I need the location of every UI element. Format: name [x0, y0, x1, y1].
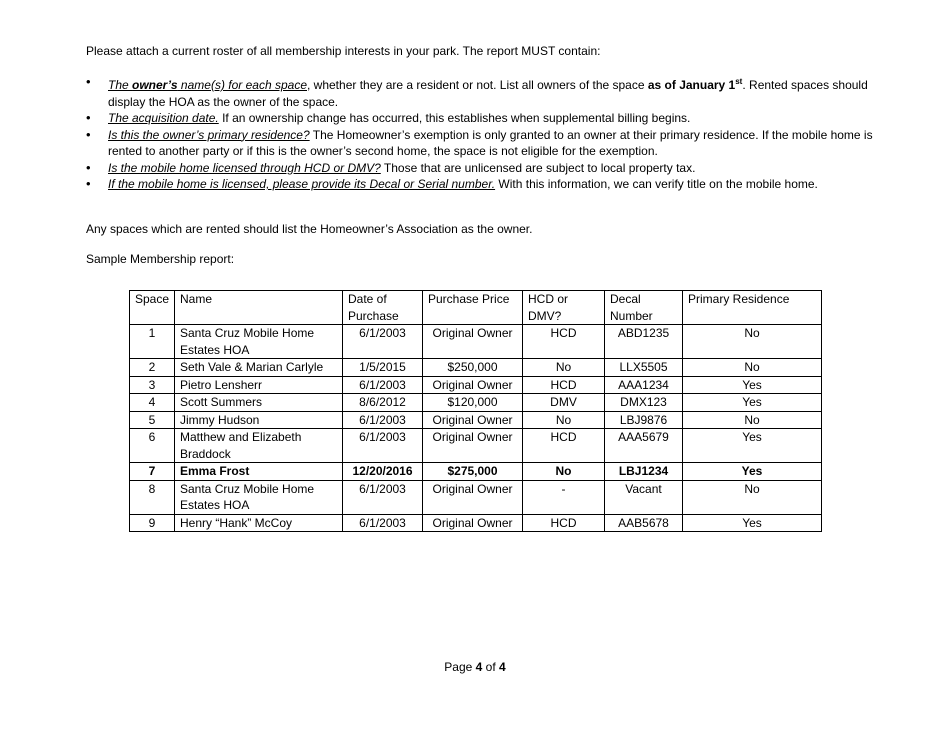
table-row [130, 359, 822, 377]
header-primary: Primary Residence [683, 291, 822, 325]
list-item: • The acquisition date. If an ownership change has occurred, this establishes when supplemental billing begins. [86, 110, 876, 127]
table-row [130, 394, 822, 412]
table-cell: Jimmy Hudson [175, 411, 343, 429]
table-cell: 6/1/2003 [343, 376, 423, 394]
table-cell: Yes [683, 514, 822, 532]
table-cell: 6 [130, 429, 175, 463]
table-header-row [130, 291, 822, 325]
table-cell: No [523, 463, 605, 481]
table-cell: - [523, 480, 605, 514]
table-cell: 6/1/2003 [343, 411, 423, 429]
table-cell: 7 [130, 463, 175, 481]
header-space: Space [130, 291, 175, 325]
header-hcd-dmv: HCD or DMV? [523, 291, 605, 325]
table-cell: 5 [130, 411, 175, 429]
bullet-heading: The owner’s name(s) for each space [108, 78, 307, 92]
table-cell: No [683, 325, 822, 359]
table-cell: No [523, 411, 605, 429]
table-cell: Original Owner [423, 480, 523, 514]
table-row [130, 411, 822, 429]
table-cell: No [683, 480, 822, 514]
bullet-heading: Is this the owner’s primary residence? [108, 127, 310, 142]
table-row [130, 429, 822, 463]
table-row [130, 325, 822, 359]
table-cell: Seth Vale & Marian Carlyle [175, 359, 343, 377]
table-cell: DMX123 [605, 394, 683, 412]
table-cell: Original Owner [423, 325, 523, 359]
header-date: Date of Purchase [343, 291, 423, 325]
table-row [130, 463, 822, 481]
table-cell: $120,000 [423, 394, 523, 412]
bullet-heading: If the mobile home is licensed, please provide its Decal or Serial number. [108, 177, 496, 191]
table-cell: 6/1/2003 [343, 514, 423, 532]
table-cell: LBJ9876 [605, 411, 683, 429]
table-cell: Original Owner [423, 514, 523, 532]
table-cell: Yes [683, 463, 822, 481]
table-cell: Original Owner [423, 429, 523, 463]
page-number: 4 [475, 660, 483, 674]
table-cell: 8 [130, 480, 175, 514]
table-cell: Scott Summers [175, 394, 343, 412]
table-cell: HCD [523, 514, 605, 532]
rented-spaces-note: Any spaces which are rented should list the Homeowner’s Association as the owner. [86, 222, 533, 236]
header-name: Name [175, 291, 343, 325]
table-cell: 2 [130, 359, 175, 377]
page-total: 4 [499, 660, 506, 674]
table-cell: HCD [523, 429, 605, 463]
table-cell: Emma Frost [175, 463, 343, 481]
table-cell: Original Owner [423, 411, 523, 429]
table-row [130, 514, 822, 532]
table-cell: Vacant [605, 480, 683, 514]
table-cell: 1/5/2015 [343, 359, 423, 377]
table-cell: Pietro Lensherr [175, 376, 343, 394]
list-item: • The owner’s name(s) for each space, whether they are a resident or not. List all owners of the space as of January 1st. Rented spaces should display the HOA as the owner of the space. [86, 74, 876, 110]
table-row [130, 480, 822, 514]
table-cell: $250,000 [423, 359, 523, 377]
table-cell: AAA1234 [605, 376, 683, 394]
table-cell: $275,000 [423, 463, 523, 481]
table-cell: Yes [683, 394, 822, 412]
bullet-heading: The acquisition date. [108, 111, 219, 125]
header-price: Purchase Price [423, 291, 523, 325]
table-cell: ABD1235 [605, 325, 683, 359]
list-item: • Is this the owner’s primary residence? The Homeowner’s exemption is only granted to an owner at their primary residence. If the mobile home is rented to another party or if this is the owner’s second home, the space is not eligible for the exemption. [86, 127, 876, 160]
table-cell: Santa Cruz Mobile Home Estates HOA [175, 325, 343, 359]
table-cell: No [683, 359, 822, 377]
table-cell: HCD [523, 376, 605, 394]
table-cell: 8/6/2012 [343, 394, 423, 412]
table-cell: 6/1/2003 [343, 429, 423, 463]
table-cell: AAB5678 [605, 514, 683, 532]
table-cell: HCD [523, 325, 605, 359]
intro-text: Please attach a current roster of all membership interests in your park. The report MUST contain: [86, 44, 601, 58]
table-cell: 3 [130, 376, 175, 394]
table-cell: Yes [683, 376, 822, 394]
page-footer: Page 4 of 4 [444, 660, 506, 674]
header-decal: Decal Number [605, 291, 683, 325]
table-cell: 9 [130, 514, 175, 532]
sample-report-label: Sample Membership report: [86, 252, 235, 266]
table-cell: Henry “Hank” McCoy [175, 514, 343, 532]
table-cell: 1 [130, 325, 175, 359]
requirements-list [86, 74, 876, 193]
table-cell: LLX5505 [605, 359, 683, 377]
table-cell: Matthew and Elizabeth Braddock [175, 429, 343, 463]
table-cell: 4 [130, 394, 175, 412]
table-cell: No [683, 411, 822, 429]
table-cell: Original Owner [423, 376, 523, 394]
list-item: • Is the mobile home licensed through HCD or DMV? Those that are unlicensed are subject to local property tax. [86, 160, 876, 177]
table-cell: No [523, 359, 605, 377]
table-cell: 12/20/2016 [343, 463, 423, 481]
bullet-heading: Is the mobile home licensed through HCD or DMV? [108, 160, 381, 175]
table-cell: Santa Cruz Mobile Home Estates HOA [175, 480, 343, 514]
table-cell: AAA5679 [605, 429, 683, 463]
table-cell: 6/1/2003 [343, 325, 423, 359]
table-cell: Yes [683, 429, 822, 463]
membership-table [129, 290, 822, 532]
table-cell: 6/1/2003 [343, 480, 423, 514]
table-cell: LBJ1234 [605, 463, 683, 481]
list-item: • If the mobile home is licensed, please provide its Decal or Serial number. With this information, we can verify title on the mobile home. [86, 176, 876, 193]
table-row [130, 376, 822, 394]
table-cell: DMV [523, 394, 605, 412]
